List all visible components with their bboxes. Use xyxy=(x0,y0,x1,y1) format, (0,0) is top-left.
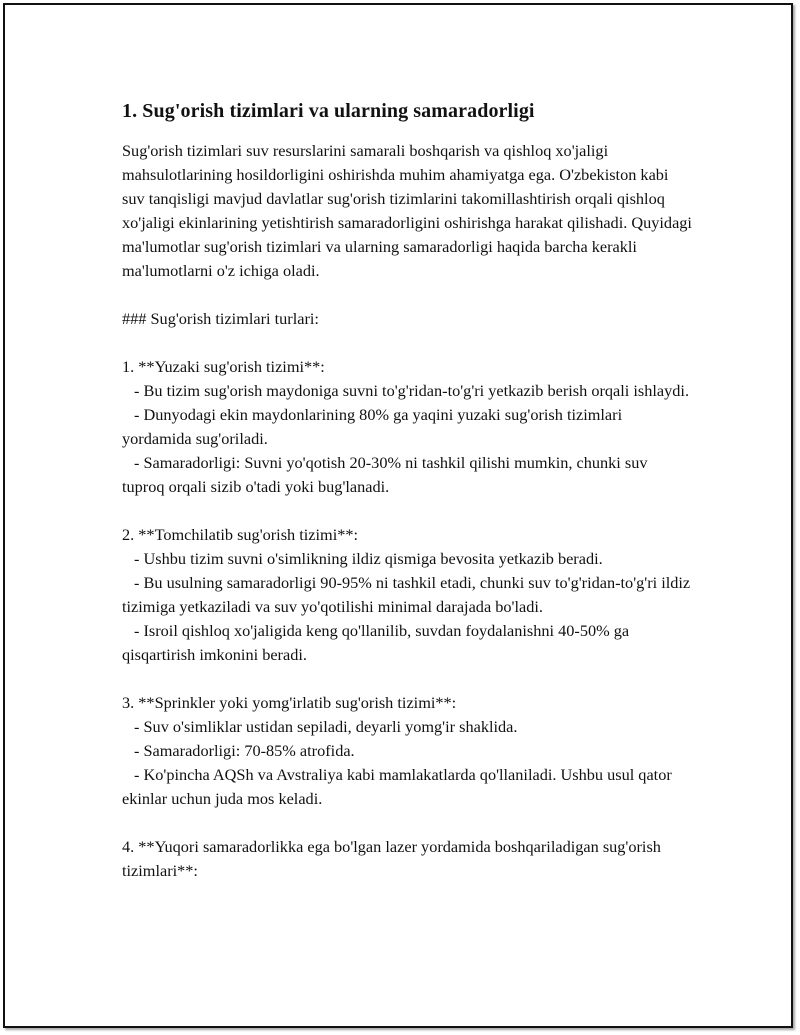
list-point: - Dunyodagi ekin maydonlarining 80% ga yaqini yuzaki sug'orish tizimlari yordamida sug'oriladi. xyxy=(122,405,623,448)
list-point: - Bu tizim sug'orish maydoniga suvni to'g'ridan-to'g'ri yetkazib berish orqali ishlaydi. xyxy=(134,381,690,400)
list-point: - Samaradorligi: 70-85% atrofida. xyxy=(134,741,355,760)
list-item-title: 4. **Yuqori samaradorlikka ega bo'lgan lazer yordamida boshqariladigan sug'orish tizimlari**: xyxy=(122,837,661,880)
document-content xyxy=(122,97,692,883)
list-item-3 xyxy=(122,691,692,811)
list-point: - Ushbu tizim suvni o'simlikning ildiz qismiga bevosita yetkazib beradi. xyxy=(134,549,603,568)
spacer xyxy=(122,331,692,355)
list-item-2 xyxy=(122,523,692,667)
list-item-1 xyxy=(122,355,692,499)
list-item-4 xyxy=(122,835,692,883)
spacer xyxy=(122,667,692,691)
intro-paragraph: Sug'orish tizimlari suv resurslarini samarali boshqarish va qishloq xo'jaligi mahsulotlarining hosildorligini oshirishda muhim ahamiyatga ega. O'zbekiston kabi suv tanqisligi mavjud davlatlar sug'orish tizimlarini takomillashtirish orqali qishloq xo'jaligi ekinlarining yetishtirish samaradorligini oshirishga harakat qilishadi. Quyidagi ma'lumotlar sug'orish tizimlari va ularning samaradorligi haqida barcha kerakli ma'lumotlarni o'z ichiga oladi. xyxy=(122,141,692,280)
list-item-title: 3. **Sprinkler yoki yomg'irlatib sug'orish tizimi**: xyxy=(122,693,457,712)
list-point: - Ko'pincha AQSh va Avstraliya kabi mamlakatlarda qo'llaniladi. Ushbu usul qator ekinlar uchun juda mos keladi. xyxy=(122,765,672,808)
list-point: - Samaradorligi: Suvni yo'qotish 20-30% ni tashkil qilishi mumkin, chunki suv tuproq orqali sizib o'tadi yoki bug'lanadi. xyxy=(122,453,648,496)
list-item-title: 1. **Yuzaki sug'orish tizimi**: xyxy=(122,357,325,376)
spacer xyxy=(122,283,692,307)
spacer xyxy=(122,499,692,523)
list-point: - Suv o'simliklar ustidan sepiladi, deyarli yomg'ir shaklida. xyxy=(134,717,518,736)
list-point: - Bu usulning samaradorligi 90-95% ni tashkil etadi, chunki suv to'g'ridan-to'g'ri ildiz tizimiga yetkaziladi va suv yo'qotilishi minimal darajada bo'ladi. xyxy=(122,573,691,616)
page-frame xyxy=(3,3,793,1028)
section-heading: ### Sug'orish tizimlari turlari: xyxy=(122,309,319,328)
spacer xyxy=(122,811,692,835)
list-point: - Isroil qishloq xo'jaligida keng qo'llanilib, suvdan foydalanishni 40-50% ga qisqartirish imkonini beradi. xyxy=(122,621,630,664)
list-item-title: 2. **Tomchilatib sug'orish tizimi**: xyxy=(122,525,359,544)
document-title: 1. Sug'orish tizimlari va ularning samaradorligi xyxy=(122,100,535,122)
